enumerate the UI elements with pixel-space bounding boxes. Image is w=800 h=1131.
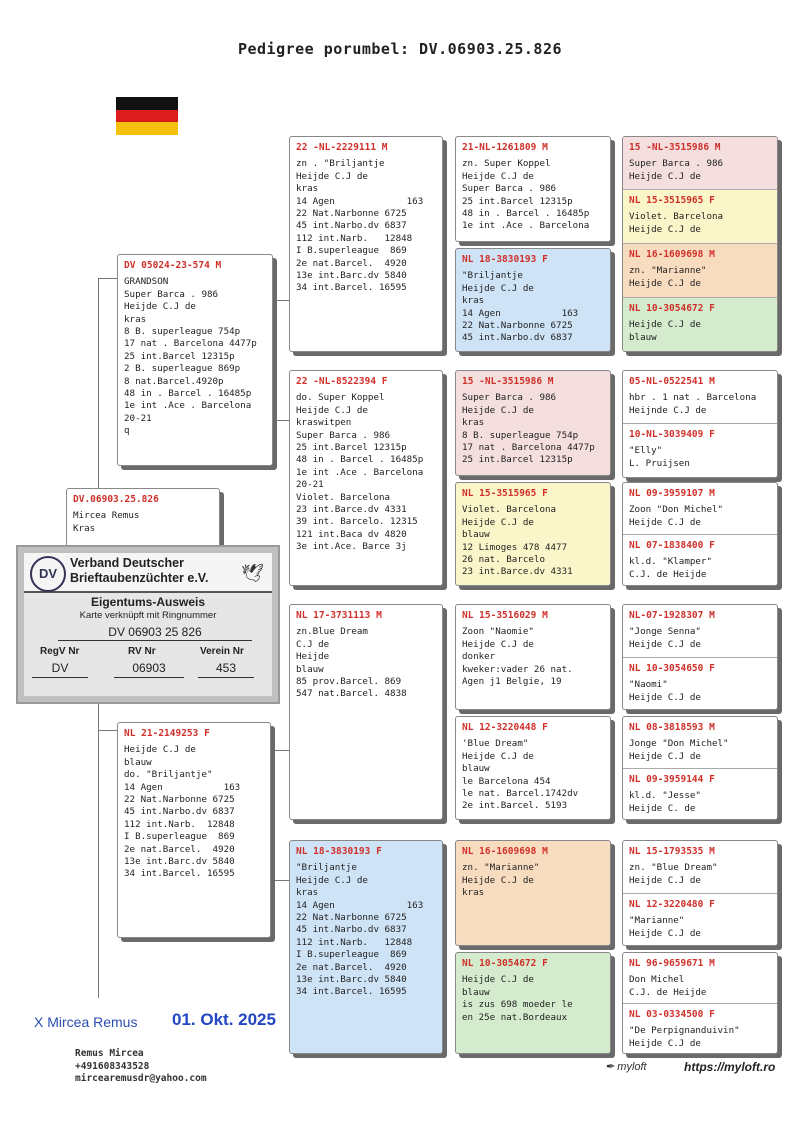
gen5-ring: NL 07-1838400 F <box>629 540 715 551</box>
pigeon-icon: 🕊 <box>241 563 264 583</box>
card-doc-title: Eigentums-Ausweis <box>90 595 206 609</box>
gen5-cell <box>623 534 777 586</box>
connector-line <box>270 880 290 881</box>
gen5-ring: NL 09-3959107 M <box>629 488 715 499</box>
germany-flag <box>116 97 178 135</box>
gen5-cell <box>623 483 777 534</box>
gen5-ring: NL 15-1793535 M <box>629 846 715 857</box>
gen4-box <box>455 840 611 946</box>
gen4-box <box>455 482 611 586</box>
gen3-ring: 22 -NL-2229111 M <box>296 142 388 153</box>
gen3-ring: NL 18-3830193 F <box>296 846 382 857</box>
card-col2-label: RV Nr <box>128 646 156 657</box>
gen5-ring: 05-NL-0522541 M <box>629 376 715 387</box>
owner-email: mircearemusdr@yahoo.com <box>75 1073 207 1084</box>
gen5-info: hbr . 1 nat . Barcelona Heijnde C.J de <box>629 392 757 416</box>
gen5-info: Don Michel C.J. de Heijde <box>629 974 707 998</box>
gen4-ring: NL 16-1609698 M <box>462 846 548 857</box>
gen5-cell <box>623 243 777 298</box>
card-header <box>24 553 272 593</box>
footer-url[interactable]: https://myloft.ro <box>684 1060 776 1074</box>
gen4-info: "Briljantje Heijde C.J de kras 14 Agen 163 22 Nat.Narbonne 6725 45 int.Narbo.dv 6837 <box>462 270 579 344</box>
gen5-info: Violet. Barcelona Heijde C.J de <box>629 211 724 235</box>
gen5-info: Super Barca . 986 Heijde C.J de <box>629 158 724 182</box>
card-subtitle: Karte verknüpft mit Ringnummer <box>79 610 217 621</box>
gen4-box <box>455 952 611 1054</box>
gen5-cell <box>623 605 777 657</box>
gen3-info: "Briljantje Heijde C.J de kras 14 Agen 163 22 Nat.Narbonne 6725 45 int.Narbo.dv 6837 112 int.Narb. 12848 I B.superleague 869 2e nat.Barcel. 4920 13e int.Barc.dv 5840 34 int.Barcel. 16595 <box>296 862 424 998</box>
card-col3-label: Verein Nr <box>200 646 244 657</box>
flag-stripe-gold <box>116 122 178 135</box>
flag-stripe-black <box>116 97 178 110</box>
gen4-info: zn. "Marianne" Heijde C.J de kras <box>462 862 540 899</box>
gen5-cell <box>623 137 777 189</box>
gen4-ring: 15 -NL-3515986 M <box>462 376 554 387</box>
gen4-ring: 21-NL-1261809 M <box>462 142 548 153</box>
gen5-info: zn. "Blue Dream" Heijde C.J de <box>629 862 718 886</box>
gen5-pair <box>622 370 778 478</box>
dam-info: Heijde C.J de blauw do. "Briljantje" 14 Agen 163 22 Nat.Narbonne 6725 45 int.Narbo.dv 6837 112 int.Narb. 12848 I B.superleague 869 2e nat.Barcel. 4920 13e int.Barc.dv 5840 34 int.Barcel. 16595 <box>124 744 241 880</box>
gen4-box <box>455 604 611 710</box>
gen5-cell <box>623 189 777 244</box>
gen5-info: "Marianne" Heijde C.J de <box>629 915 701 939</box>
gen3-info: zn.Blue Dream C.J de Heijde blauw 85 prov.Barcel. 869 547 nat.Barcel. 4838 <box>296 626 407 700</box>
gen4-ring: NL 12-3220448 F <box>462 722 548 733</box>
gen5-info: "Jonge Senna" Heijde C.J de <box>629 626 701 650</box>
gen5-info: "Naomi" Heijde C.J de <box>629 679 701 703</box>
gen5-pair <box>622 840 778 946</box>
gen5-ring: NL 10-3054650 F <box>629 663 715 674</box>
date-stamp: 01. Okt. 2025 <box>172 1010 276 1029</box>
gen5-cell <box>623 371 777 423</box>
gen3-box <box>289 840 443 1054</box>
gen5-ring: 10-NL-3039409 F <box>629 429 715 440</box>
owner-name: Remus Mircea <box>75 1048 144 1059</box>
card-ring-number: DV 06903 25 826 <box>58 624 252 641</box>
gen5-cell <box>623 717 777 768</box>
gen5-ring: NL 12-3220480 F <box>629 899 715 910</box>
gen4-box <box>455 370 611 476</box>
gen5-pair <box>622 716 778 820</box>
gen5-info: zn. "Marianne" Heijde C.J de <box>629 265 707 289</box>
gen4-info: Zoon "Naomie" Heijde C.J de donker kweker:vader 26 nat. Agen j1 Belgie, 19 <box>462 626 573 688</box>
subject-info: Mircea Remus Kras <box>73 510 140 534</box>
org-line-2: Brieftaubenzüchter e.V. <box>70 571 209 585</box>
gen3-box <box>289 136 443 352</box>
gen5-cell <box>623 423 777 478</box>
gen5-ring: NL 09-3959144 F <box>629 774 715 785</box>
gen4-ring: NL 15-3516029 M <box>462 610 548 621</box>
gen5-ring: NL 15-3515965 F <box>629 195 715 206</box>
sire-box <box>117 254 273 466</box>
gen4-box <box>455 136 611 242</box>
sire-ring: DV 05024-23-574 M <box>124 260 222 271</box>
owner-phone: +491608343528 <box>75 1060 150 1072</box>
gen4-ring: NL 10-3054672 F <box>462 958 548 969</box>
owner-signature: X Mircea Remus <box>34 1014 138 1030</box>
connector-line <box>98 278 118 279</box>
card-col2-value: 06903 <box>114 661 184 678</box>
gen3-box <box>289 604 443 820</box>
gen5-ring: NL 10-3054672 F <box>629 303 715 314</box>
gen5-cell <box>623 297 777 352</box>
gen5-cell <box>623 893 777 946</box>
vdbt-logo-icon: DV <box>30 556 66 592</box>
myloft-brand <box>605 1060 647 1073</box>
gen4-box <box>455 248 611 352</box>
gen3-ring: NL 17-3731113 M <box>296 610 382 621</box>
gen5-info: kl.d. "Klamper" C.J. de Heijde <box>629 556 712 580</box>
card-col1-value: DV <box>32 661 88 678</box>
gen5-info: "Elly" L. Pruijsen <box>629 445 690 469</box>
gen3-info: zn . "Briljantje Heijde C.J de kras 14 Agen 163 22 Nat.Narbonne 6725 45 int.Narbo.dv 6837 112 int.Narb. 12848 I B.superleague 869 2e nat.Barcel. 4920 13e int.Barc.dv 5840 34 int.Barcel. 16595 <box>296 158 424 294</box>
owner-contact <box>75 1048 207 1086</box>
gen5-cell <box>623 768 777 820</box>
gen3-ring: 22 -NL-8522394 F <box>296 376 388 387</box>
dam-box <box>117 722 271 938</box>
page-title: Pedigree porumbel: DV.06903.25.826 <box>237 40 563 58</box>
card-col1-label: RegV Nr <box>40 646 80 657</box>
gen5-pair <box>622 952 778 1054</box>
gen5-info: Jonge "Don Michel" Heijde C.J de <box>629 738 729 762</box>
gen5-cell <box>623 953 777 1003</box>
gen3-box <box>289 370 443 586</box>
gen4-info: Violet. Barcelona Heijde C.J de blauw 12 Limoges 478 4477 26 nat. Barcelo 23 int.Barce.dv 4331 <box>462 504 573 578</box>
flag-stripe-red <box>116 110 178 123</box>
ownership-card <box>16 545 280 704</box>
gen5-pair <box>622 604 778 710</box>
gen4-ring: NL 18-3830193 F <box>462 254 548 265</box>
dam-ring: NL 21-2149253 F <box>124 728 210 739</box>
ownership-card-inner <box>24 553 272 696</box>
subject-box <box>66 488 220 548</box>
gen5-info: Zoon "Don Michel" Heijde C.J de <box>629 504 724 528</box>
gen5-ring: NL 96-9659671 M <box>629 958 715 969</box>
subject-ring: DV.06903.25.826 <box>73 494 159 505</box>
connector-line <box>98 730 118 731</box>
gen5-ring: NL-07-1928307 M <box>629 610 715 621</box>
gen5-info: "De Perpignanduivin" Heijde C.J de <box>629 1025 740 1049</box>
gen5-ring: NL 03-0334500 F <box>629 1009 715 1020</box>
gen4-info: Heijde C.J de blauw is zus 698 moeder le en 25e nat.Bordeaux <box>462 974 573 1023</box>
gen3-info: do. Super Koppel Heijde C.J de kraswitpen Super Barca . 986 25 int.Barcel 12315p 48 in . Barcel . 16485p 1e int .Ace . Barcelona 20-21 Violet. Barcelona 23 int.Barce.dv 4331 39 int. Barcelo. 12315 121 int.Baca dv 4820 3e int.Ace. Barce 3j <box>296 392 424 553</box>
gen5-pair <box>622 482 778 586</box>
gen5-ring: NL 08-3818593 M <box>629 722 715 733</box>
gen5-info: kl.d. "Jesse" Heijde C. de <box>629 790 701 814</box>
sire-info: GRANDSON Super Barca . 986 Heijde C.J de kras 8 B. superleague 754p 17 nat . Barcelona 4477p 25 int.Barcel 12315p 2 B. superleague 869p 8 nat.Barcel.4920p 48 in . Barcel . 16485p 1e int .Ace . Barcelona 20-21 q <box>124 276 257 437</box>
gen4-info: 'Blue Dream" Heijde C.J de blauw le Barcelona 454 le nat. Barcel.1742dv 2e int.Barcel. 5193 <box>462 738 579 812</box>
org-line-1: Verband Deutscher <box>70 556 184 570</box>
brand-name: myloft <box>617 1061 647 1073</box>
connector-line <box>270 300 290 301</box>
gen5-ring: NL 16-1609698 M <box>629 249 715 260</box>
gen5-pair <box>622 136 778 352</box>
myloft-logo-icon: ✒ <box>605 1061 618 1073</box>
connector-line <box>270 750 290 751</box>
gen5-cell <box>623 1003 777 1054</box>
connector-line <box>270 420 290 421</box>
gen4-info: zn. Super Koppel Heijde C.J de Super Barca . 986 25 int.Barcel 12315p 48 in . Barcel . 16485p 1e int .Ace . Barcelona <box>462 158 590 232</box>
gen5-cell <box>623 657 777 710</box>
gen5-info: Heijde C.J de blauw <box>629 319 701 343</box>
gen5-ring: 15 -NL-3515986 M <box>629 142 721 153</box>
gen4-ring: NL 15-3515965 F <box>462 488 548 499</box>
card-organization <box>70 556 208 586</box>
gen4-box <box>455 716 611 820</box>
gen4-info: Super Barca . 986 Heijde C.J de kras 8 B. superleague 754p 17 nat . Barcelona 4477p 25 int.Barcel 12315p <box>462 392 595 466</box>
gen5-cell <box>623 841 777 893</box>
card-col3-value: 453 <box>198 661 254 678</box>
